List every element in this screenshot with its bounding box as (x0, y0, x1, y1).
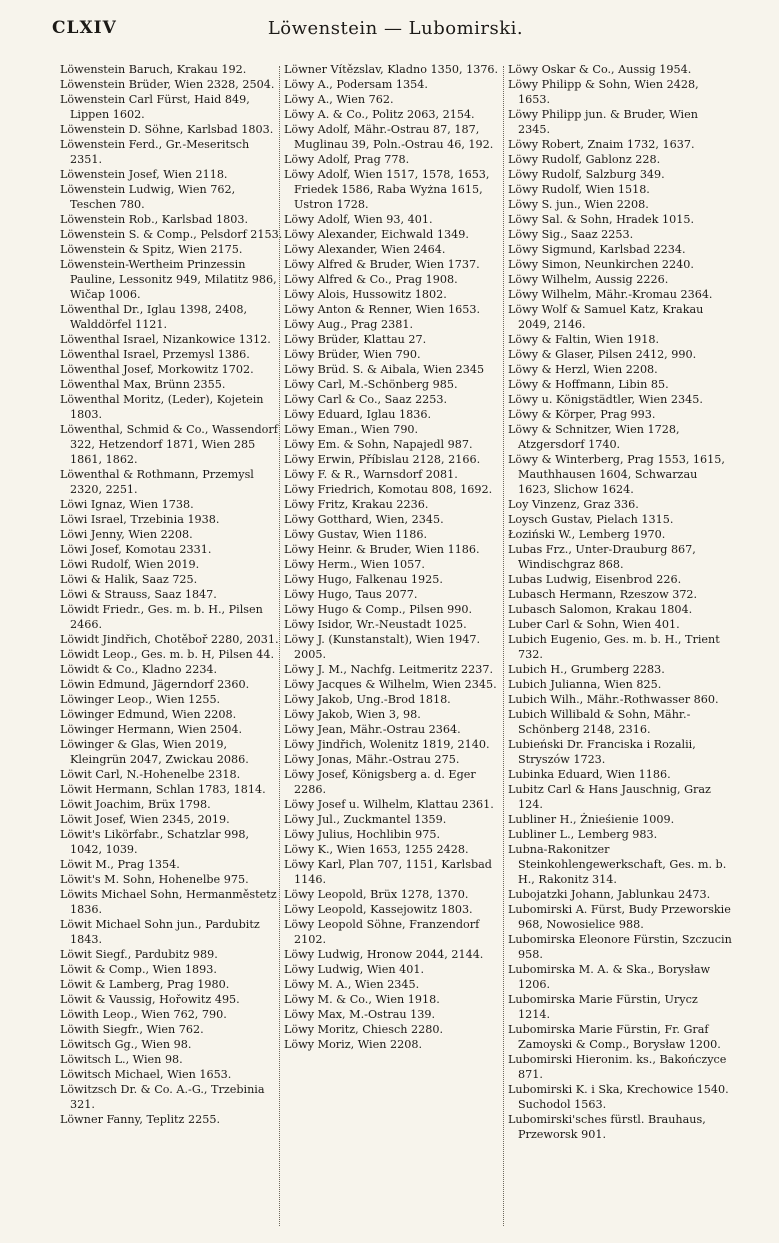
directory-entry: Lubliner H., Żnieśienie 1009. (508, 813, 675, 826)
directory-entry: Löwinger Edmund, Wien 2208. (60, 708, 237, 721)
directory-entry: Lubas Ludwig, Eisenbrod 226. (508, 573, 682, 586)
directory-entry: Löwy Jakob, Wien 3, 98. (284, 708, 421, 721)
directory-entry: Löwi Jenny, Wien 2208. (60, 528, 193, 541)
directory-entry: Löwy Brüder, Klattau 27. (284, 333, 427, 346)
directory-entry: Löwy Friedrich, Komotau 808, 1692. (284, 483, 493, 496)
directory-entry: Löwenstein Baruch, Krakau 192. (60, 63, 247, 76)
directory-entry: Lubliner L., Lemberg 983. (508, 828, 658, 841)
directory-entry: Löwy Hugo, Taus 2077. (284, 588, 418, 601)
directory-entry: Löwy Leopold, Brüx 1278, 1370. (284, 888, 469, 901)
directory-entry: Löwi Josef, Komotau 2331. (60, 543, 212, 556)
directory-entry: Löwit & Lamberg, Prag 1980. (60, 978, 230, 991)
directory-entry: Lubitz Carl & Hans Jauschnig, Graz 124. (508, 783, 711, 811)
directory-entry: Lubomirski Hieronim. ks., Bakończyce 871. (508, 1053, 727, 1081)
directory-entry: Löwy Gustav, Wien 1186. (284, 528, 428, 541)
directory-entry: Löwit & Vaussig, Hořowitz 495. (60, 993, 240, 1006)
directory-entry: Löwy Rudolf, Gablonz 228. (508, 153, 661, 166)
directory-entry: Łoziński W., Lemberg 1970. (508, 528, 666, 541)
directory-entry: Löwenstein Ludwig, Wien 762, Teschen 780. (60, 183, 236, 211)
directory-entry: Löwy Adolf, Mähr.-Ostrau 87, 187, Muglinau 39, Poln.-Ostrau 46, 192. (284, 123, 494, 151)
page-number: CLXIV (52, 18, 117, 38)
directory-entry: Loy Vinzenz, Graz 336. (508, 498, 639, 511)
directory-entry: Löwy S. jun., Wien 2208. (508, 198, 649, 211)
directory-entry: Löwy Fritz, Krakau 2236. (284, 498, 429, 511)
directory-entry: Löwin Edmund, Jägerndorf 2360. (60, 678, 250, 691)
directory-entry: Löwy J. (Kunstanstalt), Wien 1947. 2005. (284, 633, 481, 661)
directory-entry: Lubich Wilh., Mähr.-Rothwasser 860. (508, 693, 719, 706)
directory-entry: Löwi Ignaz, Wien 1738. (60, 498, 194, 511)
directory-entry: Löwner Fanny, Teplitz 2255. (60, 1113, 221, 1126)
directory-entry: Löwy A., Podersam 1354. (284, 78, 428, 91)
directory-entry: Lubomirska Marie Fürstin, Urycz 1214. (508, 993, 698, 1021)
directory-entry: Löwy Em. & Sohn, Napajedl 987. (284, 438, 473, 451)
directory-entry: Löwenstein Ferd., Gr.-Meseritsch 2351. (60, 138, 250, 166)
directory-entry: Löwit & Comp., Wien 1893. (60, 963, 217, 976)
directory-entry: Löwitzsch Dr. & Co. A.-G., Trzebinia 321. (60, 1083, 265, 1111)
directory-entry: Löwith Siegfr., Wien 762. (60, 1023, 204, 1036)
directory-entry: Löwy Adolf, Wien 93, 401. (284, 213, 433, 226)
directory-entry: Löwinger & Glas, Wien 2019, Kleingrün 2047, Zwickau 2086. (60, 738, 249, 766)
directory-entry: Löwy Alexander, Eichwald 1349. (284, 228, 469, 241)
directory-entry: Löwy Alois, Hussowitz 1802. (284, 288, 447, 301)
directory-entry: Lubomirski K. i Ska, Krechowice 1540. Suchodol 1563. (508, 1083, 729, 1111)
directory-entry: Löwy Alfred & Co., Prag 1908. (284, 273, 458, 286)
directory-entry: Löwy Eduard, Iglau 1836. (284, 408, 432, 421)
directory-entry: Löwit Carl, N.-Hohenelbe 2318. (60, 768, 241, 781)
directory-entry: Löwenstein Carl Fürst, Haid 849, Lippen 1602. (60, 93, 250, 121)
directory-entry: Löwy Eman., Wien 790. (284, 423, 419, 436)
directory-entry: Löwenthal, Schmid & Co., Wassendorf 322, Hetzendorf 1871, Wien 285 1861, 1862. (60, 423, 278, 466)
directory-entry: Löwy Julius, Hochlibin 975. (284, 828, 441, 841)
directory-entry: Löwi & Halik, Saaz 725. (60, 573, 198, 586)
column-2 (284, 62, 508, 1222)
directory-entry: Lubomirska Marie Fürstin, Fr. Graf Zamoyski & Comp., Borysław 1200. (508, 1023, 721, 1051)
directory-entry: Lubomirska Eleonore Fürstin, Szczucin 958. (508, 933, 732, 961)
directory-entry: Lubieński Dr. Franciska i Rozalii, Stryszów 1723. (508, 738, 696, 766)
page-title: Löwenstein — Lubomirski. (267, 18, 524, 39)
directory-entry: Löwit Hermann, Schlan 1783, 1814. (60, 783, 266, 796)
directory-entry: Löwidt Leop., Ges. m. b. H, Pilsen 44. (60, 648, 275, 661)
directory-entry: Löwinger Hermann, Wien 2504. (60, 723, 243, 736)
directory-entry: Löwit Siegf., Pardubitz 989. (60, 948, 218, 961)
directory-entry: Löwitsch Michael, Wien 1653. (60, 1068, 232, 1081)
directory-entry: Löwy u. Königstädtler, Wien 2345. (508, 393, 703, 406)
directory-entry: Löwenthal Israel, Nizankowice 1312. (60, 333, 271, 346)
directory-entry: Löwy Alfred & Bruder, Wien 1737. (284, 258, 480, 271)
directory-entry: Löwith Leop., Wien 762, 790. (60, 1008, 227, 1021)
directory-entry: Löwy Adolf, Prag 778. (284, 153, 410, 166)
directory-entry: Lubomirski A. Fürst, Budy Przeworskie 968, Nowosielice 988. (508, 903, 731, 931)
directory-entry: Löwy Robert, Znaim 1732, 1637. (508, 138, 695, 151)
directory-entry: Löwy Wilhelm, Aussig 2226. (508, 273, 669, 286)
directory-entry: Löwenstein Brüder, Wien 2328, 2504. (60, 78, 275, 91)
directory-entry: Löwit M., Prag 1354. (60, 858, 180, 871)
directory-entry: Lubinka Eduard, Wien 1186. (508, 768, 671, 781)
directory-entry: Löwy Hugo, Falkenau 1925. (284, 573, 443, 586)
directory-entry: Löwy Jonas, Mähr.-Ostrau 275. (284, 753, 460, 766)
directory-entry: Löwitsch Gg., Wien 98. (60, 1038, 192, 1051)
directory-entry: Löwy Sigmund, Karlsbad 2234. (508, 243, 686, 256)
directory-entry: Löwy Isidor, Wr.-Neustadt 1025. (284, 618, 467, 631)
directory-entry: Löwy Erwin, Příbislau 2128, 2166. (284, 453, 481, 466)
column-1 (60, 62, 284, 1222)
directory-entry: Löwy Jean, Mähr.-Ostrau 2364. (284, 723, 461, 736)
directory-entry: Lubasch Hermann, Rzeszow 372. (508, 588, 698, 601)
directory-entry: Löwy Ludwig, Hronow 2044, 2144. (284, 948, 484, 961)
directory-entry: Löwi Rudolf, Wien 2019. (60, 558, 200, 571)
directory-entry: Löwenthal Israel, Przemysl 1386. (60, 348, 250, 361)
directory-entry: Löwitsch L., Wien 98. (60, 1053, 183, 1066)
directory-entry: Löwy Sig., Saaz 2253. (508, 228, 634, 241)
directory-entry: Löwy Anton & Renner, Wien 1653. (284, 303, 481, 316)
directory-entry: Löwy Leopold, Kassejowitz 1803. (284, 903, 473, 916)
directory-entry: Löwit Joachim, Brüx 1798. (60, 798, 211, 811)
directory-entry: Löwenthal Max, Brünn 2355. (60, 378, 226, 391)
directory-entry: Löwenthal & Rothmann, Przemysl 2320, 2251. (60, 468, 254, 496)
directory-entry: Löwit Josef, Wien 2345, 2019. (60, 813, 230, 826)
directory-entry: Löwy Jakob, Ung.-Brod 1818. (284, 693, 451, 706)
directory-entry: Löwy Gotthard, Wien, 2345. (284, 513, 444, 526)
directory-entry: Löwy & Glaser, Pilsen 2412, 990. (508, 348, 697, 361)
directory-entry: Lubojatzki Johann, Jablunkau 2473. (508, 888, 711, 901)
directory-entry: Löwenstein Rob., Karlsbad 1803. (60, 213, 249, 226)
directory-entry: Löwy Ludwig, Wien 401. (284, 963, 425, 976)
directory-entry: Löwy & Herzl, Wien 2208. (508, 363, 658, 376)
directory-entry: Löwy Hugo & Comp., Pilsen 990. (284, 603, 472, 616)
directory-entry: Löwy Karl, Plan 707, 1151, Karlsbad 1146. (284, 858, 492, 886)
directory-entry: Löwy Max, M.-Ostrau 139. (284, 1008, 436, 1021)
directory-entry: Löwy & Hoffmann, Libin 85. (508, 378, 669, 391)
directory-entry: Lubas Frz., Unter-Drauburg 867, Windischgraz 868. (508, 543, 696, 571)
directory-entry: Löwenstein Josef, Wien 2118. (60, 168, 228, 181)
directory-entry: Löwenthal Dr., Iglau 1398, 2408, Walddörfel 1121. (60, 303, 248, 331)
directory-entry: Löwy Moriz, Wien 2208. (284, 1038, 423, 1051)
directory-entry: Löwit's M. Sohn, Hohenelbe 975. (60, 873, 249, 886)
directory-entry: Löwy Philipp & Sohn, Wien 2428, 1653. (508, 78, 699, 106)
directory-entry: Löwenthal Josef, Morkowitz 1702. (60, 363, 254, 376)
directory-entry: Löwy Jindřich, Wolenitz 1819, 2140. (284, 738, 490, 751)
directory-entry: Loysch Gustav, Pielach 1315. (508, 513, 674, 526)
directory-entry: Löwy Oskar & Co., Aussig 1954. (508, 63, 692, 76)
directory-entry: Löwy M. A., Wien 2345. (284, 978, 420, 991)
directory-entry: Löwy K., Wien 1653, 1255 2428. (284, 843, 469, 856)
directory-entry: Löwidt Friedr., Ges. m. b. H., Pilsen 2466. (60, 603, 263, 631)
directory-entry: Löwy Jacques & Wilhelm, Wien 2345. (284, 678, 497, 691)
directory-entry: Löwy Rudolf, Wien 1518. (508, 183, 650, 196)
directory-entry: Löwenstein D. Söhne, Karlsbad 1803. (60, 123, 274, 136)
directory-entry: Löwy Leopold Söhne, Franzendorf 2102. (284, 918, 480, 946)
directory-entry: Löwidt Jindřich, Chotěboř 2280, 2031. (60, 633, 279, 646)
directory-entry: Lubna-Rakonitzer Steinkohlengewerkschaft, Ges. m. b. H., Rakonitz 314. (508, 843, 727, 886)
directory-entry: Löwenstein-Wertheim Prinzessin Pauline, Lessonitz 949, Milatitz 986, Wičap 1006. (60, 258, 277, 301)
directory-entry: Löwner Vítězslav, Kladno 1350, 1376. (284, 63, 499, 76)
directory-entry: Löwy Brüd. S. & Aibala, Wien 2345 (284, 363, 485, 376)
directory-entry: Löwy & Winterberg, Prag 1553, 1615, Mauthhausen 1604, Schwarzau 1623, Slichow 1624. (508, 453, 725, 496)
directory-entry: Löwi & Strauss, Saaz 1847. (60, 588, 217, 601)
directory-entry: Löwy & Körper, Prag 993. (508, 408, 656, 421)
directory-entry: Löwy Heinr. & Bruder, Wien 1186. (284, 543, 480, 556)
page-header (52, 18, 739, 44)
directory-entry: Löwy Philipp jun. & Bruder, Wien 2345. (508, 108, 698, 136)
directory-entry: Löwi Israel, Trzebinia 1938. (60, 513, 220, 526)
directory-entry: Lubich H., Grumberg 2283. (508, 663, 665, 676)
directory-entry: Lubich Willibald & Sohn, Mähr.-Schönberg 2148, 2316. (508, 708, 691, 736)
directory-entry: Löwy A., Wien 762. (284, 93, 394, 106)
directory-entry: Löwenstein S. & Comp., Pelsdorf 2153. (60, 228, 283, 241)
directory-entry: Löwy Simon, Neunkirchen 2240. (508, 258, 694, 271)
directory-entry: Löwy F. & R., Warnsdorf 2081. (284, 468, 458, 481)
directory-entry: Löwy Wilhelm, Mähr.-Kromau 2364. (508, 288, 713, 301)
directory-entry: Lubasch Salomon, Krakau 1804. (508, 603, 693, 616)
directory-entry: Löwenstein & Spitz, Wien 2175. (60, 243, 243, 256)
directory-entry: Löwy Carl, M.-Schönberg 985. (284, 378, 458, 391)
directory-entry: Löwy Jul., Zuckmantel 1359. (284, 813, 447, 826)
directory-entry: Löwy Josef, Königsberg a. d. Eger 2286. (284, 768, 476, 796)
directory-entry: Löwy Aug., Prag 2381. (284, 318, 414, 331)
directory-entry: Löwy Moritz, Chiesch 2280. (284, 1023, 443, 1036)
directory-entry: Löwy Josef u. Wilhelm, Klattau 2361. (284, 798, 494, 811)
directory-entry: Lubomirska M. A. & Ska., Borysław 1206. (508, 963, 711, 991)
directory-entry: Löwy J. M., Nachfg. Leitmeritz 2237. (284, 663, 494, 676)
directory-entry: Löwy Adolf, Wien 1517, 1578, 1653, Friedek 1586, Raba Wyżna 1615, Ustron 1728. (284, 168, 490, 211)
directory-entry: Löwy & Schnitzer, Wien 1728, Atzgersdorf 1740. (508, 423, 680, 451)
directory-entry: Löwy Brüder, Wien 790. (284, 348, 421, 361)
directory-entry: Löwy & Faltin, Wien 1918. (508, 333, 660, 346)
directory-entry: Löwy Rudolf, Salzburg 349. (508, 168, 665, 181)
directory-entry: Lubich Julianna, Wien 825. (508, 678, 662, 691)
directory-entry: Löwy Sal. & Sohn, Hradek 1015. (508, 213, 694, 226)
directory-entry: Löwenthal Moritz, (Leder), Kojetein 1803. (60, 393, 264, 421)
directory-entry: Lubomirski'sches fürstl. Brauhaus, Przeworsk 901. (508, 1113, 706, 1141)
directory-entry: Löwy M. & Co., Wien 1918. (284, 993, 440, 1006)
column-3 (508, 62, 732, 1222)
directory-entry: Löwy Alexander, Wien 2464. (284, 243, 446, 256)
directory-entry: Löwy Herm., Wien 1057. (284, 558, 425, 571)
directory-entry: Löwidt & Co., Kladno 2234. (60, 663, 218, 676)
directory-entry: Löwit's Likörfabr., Schatzlar 998, 1042, 1039. (60, 828, 250, 856)
directory-entry: Löwy Carl & Co., Saaz 2253. (284, 393, 448, 406)
directory-entry: Löwinger Leop., Wien 1255. (60, 693, 221, 706)
directory-entry: Löwy A. & Co., Politz 2063, 2154. (284, 108, 475, 121)
directory-entry: Löwit Michael Sohn jun., Pardubitz 1843. (60, 918, 260, 946)
directory-entry: Lubich Eugenio, Ges. m. b. H., Trient 732. (508, 633, 720, 661)
directory-entry: Löwy Wolf & Samuel Katz, Krakau 2049, 2146. (508, 303, 704, 331)
directory-entry: Luber Carl & Sohn, Wien 401. (508, 618, 680, 631)
directory-entry: Löwits Michael Sohn, Hermanměstetz 1836. (60, 888, 277, 916)
